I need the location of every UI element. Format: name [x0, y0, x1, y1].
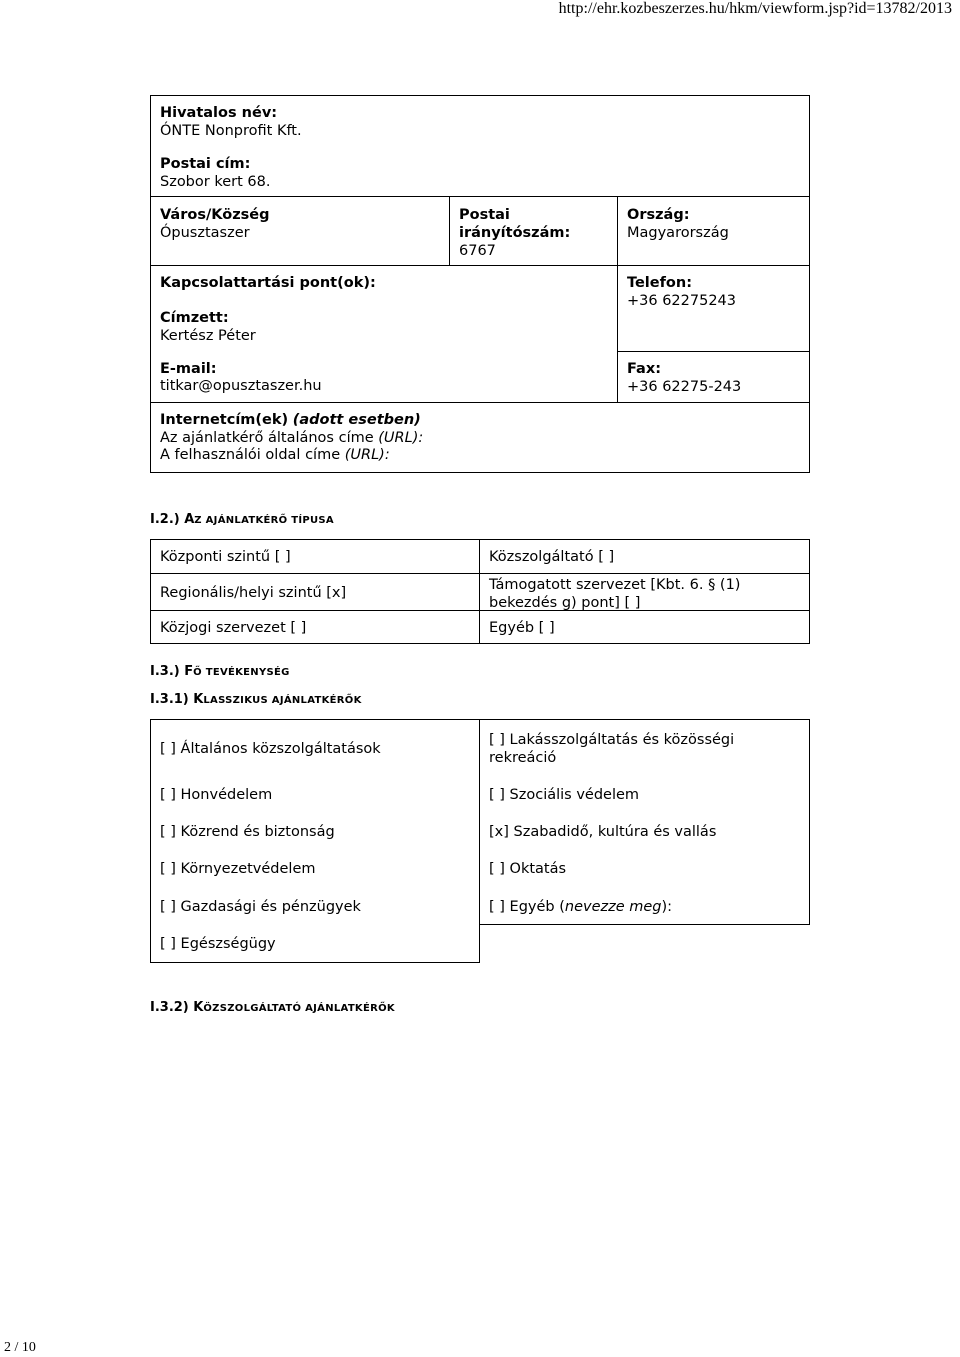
- section-title-initial: F: [184, 664, 194, 679]
- city-label: Város/Község: [160, 207, 270, 223]
- section-title-rest: ÖZSZOLGÁLTATÓ AJÁNLATKÉRŐK: [203, 1003, 395, 1014]
- activity-social-protection: [ ] Szociális védelem: [489, 787, 640, 803]
- activity-other: [489, 898, 672, 916]
- divider: [150, 402, 810, 403]
- divider: [150, 196, 810, 197]
- city: Ópusztaszer: [160, 225, 250, 241]
- activity-housing: [ ] Lakásszolgáltatás és közösségi: [489, 732, 735, 748]
- type-option-other: Egyéb [ ]: [489, 620, 555, 636]
- general-url-text: Az ajánlatkérő általános címe: [160, 430, 374, 446]
- section-title-rest: LASSZIKUS AJÁNLATKÉRŐK: [203, 695, 362, 706]
- fax: +36 62275-243: [627, 379, 742, 395]
- buyer-profile-label: [160, 446, 390, 464]
- general-url-suffix: (URL):: [378, 430, 424, 446]
- addressee-label: Címzett:: [160, 310, 229, 326]
- postcode: 6767: [459, 243, 496, 259]
- divider: [150, 719, 810, 720]
- country: Magyarország: [627, 225, 729, 241]
- internet-label: Internetcím(ek): [160, 412, 289, 428]
- internet-label-note: (adott esetben): [292, 412, 421, 428]
- divider: [617, 351, 810, 352]
- divider: [479, 539, 480, 644]
- type-option-central: Központi szintű [ ]: [160, 549, 291, 565]
- section-title-rest: Ő TEVÉKENYSÉG: [193, 667, 290, 678]
- buyer-profile-text: A felhasználói oldal címe: [160, 447, 341, 463]
- divider: [150, 962, 480, 963]
- activity-education: [ ] Oktatás: [489, 861, 567, 877]
- official-name-label: Hivatalos név:: [160, 105, 278, 121]
- section-number: I.3.1): [150, 692, 189, 707]
- divider: [150, 265, 810, 266]
- activity-health: [ ] Egészségügy: [160, 936, 276, 952]
- section-title-initial: A: [184, 512, 195, 527]
- email: titkar@opusztaszer.hu: [160, 378, 322, 394]
- activity-recreation-culture: [x] Szabadidő, kultúra és vallás: [489, 824, 717, 840]
- divider: [150, 573, 810, 574]
- section-sign: §: [708, 577, 716, 593]
- email-label: E-mail:: [160, 361, 217, 377]
- type-option-subsidised-paragraph: (1): [719, 577, 741, 593]
- phone-label: Telefon:: [627, 275, 692, 291]
- general-url-label: [160, 429, 423, 447]
- section-title-initial: K: [193, 1000, 204, 1015]
- postal-address-label: Postai cím:: [160, 156, 251, 172]
- section-heading-i31: [150, 692, 362, 707]
- section-number: I.3.2): [150, 1000, 189, 1015]
- type-option-public-law: Közjogi szervezet [ ]: [160, 620, 307, 636]
- section-heading-i3: [150, 664, 290, 679]
- buyer-profile-suffix: (URL):: [344, 447, 390, 463]
- fax-label: Fax:: [627, 361, 661, 377]
- divider: [449, 196, 450, 265]
- addressee: Kertész Péter: [160, 328, 256, 344]
- activity-environment: [ ] Környezetvédelem: [160, 861, 316, 877]
- type-option-subsidised-cont: bekezdés g) pont] [ ]: [489, 595, 641, 611]
- divider: [479, 719, 480, 963]
- page-number: 2 / 10: [4, 1340, 36, 1355]
- activity-housing-cont: rekreáció: [489, 750, 557, 766]
- section-heading-i2: [150, 512, 334, 527]
- section-number: I.3.): [150, 664, 180, 679]
- section-title-initial: K: [193, 692, 204, 707]
- divider: [150, 719, 151, 963]
- activity-other-specify: nevezze meg: [564, 899, 662, 915]
- postcode-label: Postai: [459, 207, 510, 223]
- activity-economic-financial: [ ] Gazdasági és pénzügyek: [160, 899, 361, 915]
- activity-other-suffix: ):: [661, 899, 673, 915]
- divider: [150, 610, 810, 611]
- divider: [617, 196, 618, 402]
- postcode-label: irányítószám:: [459, 225, 571, 241]
- divider: [479, 924, 810, 925]
- activity-public-order-safety: [ ] Közrend és biztonság: [160, 824, 335, 840]
- phone: +36 62275243: [627, 293, 737, 309]
- postal-address: Szobor kert 68.: [160, 174, 271, 190]
- activity-defence: [ ] Honvédelem: [160, 787, 273, 803]
- country-label: Ország:: [627, 207, 690, 223]
- type-option-utility: Közszolgáltató [ ]: [489, 549, 615, 565]
- type-option-subsidised: [489, 576, 740, 594]
- type-option-subsidised-text: Támogatott szervezet [Kbt. 6.: [489, 577, 704, 593]
- divider: [809, 719, 810, 925]
- section-number: I.2.): [150, 512, 180, 527]
- official-name: ÓNTE Nonprofit Kft.: [160, 123, 302, 139]
- contact-point-label: Kapcsolattartási pont(ok):: [160, 275, 376, 291]
- type-option-regional: Regionális/helyi szintű [x]: [160, 585, 347, 601]
- activity-general-public-services: [ ] Általános közszolgáltatások: [160, 741, 381, 757]
- page-header-url: http://ehr.kozbeszerzes.hu/hkm/viewform.jsp?id=13782/2013: [558, 0, 952, 17]
- section-title-rest: Z AJÁNLATKÉRŐ TÍPUSA: [194, 515, 334, 526]
- activity-other-prefix: [ ] Egyéb (: [489, 899, 565, 915]
- internet-addresses-label: [160, 411, 421, 429]
- section-heading-i32: [150, 1000, 395, 1015]
